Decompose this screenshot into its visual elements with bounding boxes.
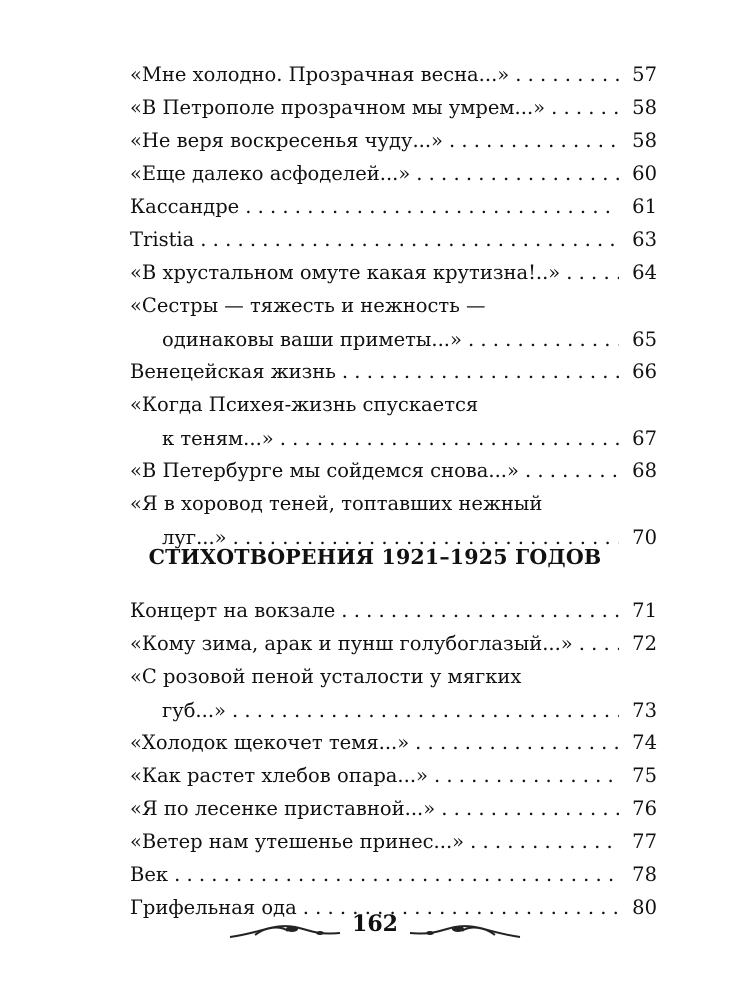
toc-entry [130,858,657,892]
dot-leader [470,825,619,859]
toc-entry [130,825,657,859]
dot-leader [342,355,619,389]
toc-entry-title-cont: луг...» [162,526,227,549]
toc-entry-title: «Мне холодно. Прозрачная весна...» [130,63,510,86]
toc-entry-page: 72 [632,632,657,655]
toc-entry-title-cont: одинаковы ваши приметы...» [162,328,462,351]
toc-entry [130,660,657,728]
toc-entry [130,726,657,760]
toc-entry-page: 63 [632,228,657,251]
toc-entry-page: 73 [632,699,657,722]
toc-entry-page: 76 [632,797,657,820]
toc-entry-page: 66 [632,360,657,383]
dot-leader [449,124,619,158]
toc-entry-page: 58 [632,96,657,119]
toc-entry [130,594,657,628]
dot-leader [232,694,619,728]
toc-entry [130,355,657,389]
toc-entry-title-cont: к теням...» [162,427,274,450]
dot-leader [468,323,619,357]
toc-entry-page: 61 [632,195,657,218]
toc-entry-title: «Я по лесенке приставной...» [130,797,436,820]
toc-entry-title: «Не веря воскресенья чуду...» [130,129,443,152]
dot-leader [525,454,619,488]
toc-entry-title: «Еще далеко асфоделей...» [130,162,411,185]
toc-entry-title: «В хрустальном омуте какая крутизна!..» [130,261,561,284]
toc-entry [130,223,657,257]
toc-entry [130,388,657,456]
dot-leader [415,726,619,760]
dot-leader [280,422,619,456]
dot-leader [416,157,619,191]
toc-entry-title: «В Петербурге мы сойдемся снова...» [130,459,519,482]
toc-entry-page: 77 [632,830,657,853]
toc-entry-page: 67 [632,427,657,450]
dot-leader [515,58,619,92]
toc-entry-page: 58 [632,129,657,152]
toc-entry-page: 70 [632,526,657,549]
toc-entry-page: 60 [632,162,657,185]
dot-leader [579,627,619,661]
toc-entry [130,91,657,125]
toc-entry-page: 64 [632,261,657,284]
toc-entry [130,627,657,661]
toc-entry-title: «Холодок щекочет темя...» [130,731,410,754]
toc-entry-title: Концерт на вокзале [130,599,336,622]
toc-entry-title: «Кому зима, арак и пунш голубоглазый...» [130,632,573,655]
toc-entry-title: Век [130,863,169,886]
toc-entry-title: «Ветер нам утешенье принес...» [130,830,465,853]
toc-entry [130,256,657,290]
toc-entry-title: Грифельная ода [130,896,297,919]
toc-entry [130,124,657,158]
dot-leader [551,91,619,125]
section-heading: СТИХОТВОРЕНИЯ 1921–1925 ГОДОВ [148,545,602,569]
toc-entry-title: Tristia [130,228,195,251]
toc-entry [130,157,657,191]
dot-leader [341,594,619,628]
page-footer [220,905,530,949]
toc-entry [130,58,657,92]
dot-leader [174,858,619,892]
page-number: 162 [352,911,398,937]
toc-entry-title: Кассандре [130,195,240,218]
toc-entry-page: 78 [632,863,657,886]
toc-entry-title: «Как растет хлебов опара...» [130,764,428,787]
toc-entry-title: Венецейская жизнь [130,360,336,383]
dot-leader [441,792,619,826]
toc-entry-title: «С розовой пеной усталости у мягких [130,665,522,688]
toc-entry [130,289,657,357]
toc-entry-page: 71 [632,599,657,622]
toc-entry [130,759,657,793]
toc-entry-title: «Сестры — тяжесть и нежность — [130,294,486,317]
toc-entry-page: 75 [632,764,657,787]
toc-entry-page: 80 [632,896,657,919]
dot-leader [434,759,619,793]
toc-entry-page: 68 [632,459,657,482]
dot-leader [245,190,619,224]
toc-entry-title: «В Петрополе прозрачном мы умрем...» [130,96,546,119]
toc-entry [130,454,657,488]
toc-entry-page: 65 [632,328,657,351]
toc-entry-title-cont: губ...» [162,699,226,722]
toc-entry-page: 74 [632,731,657,754]
dot-leader [566,256,619,290]
toc-entry [130,792,657,826]
toc-entry [130,190,657,224]
toc-entry-title: «Когда Психея-жизнь спускается [130,393,479,416]
dot-leader [200,223,619,257]
toc-entry-page: 57 [632,63,657,86]
toc-entry-title: «Я в хоровод теней, топтавших нежный [130,492,543,515]
